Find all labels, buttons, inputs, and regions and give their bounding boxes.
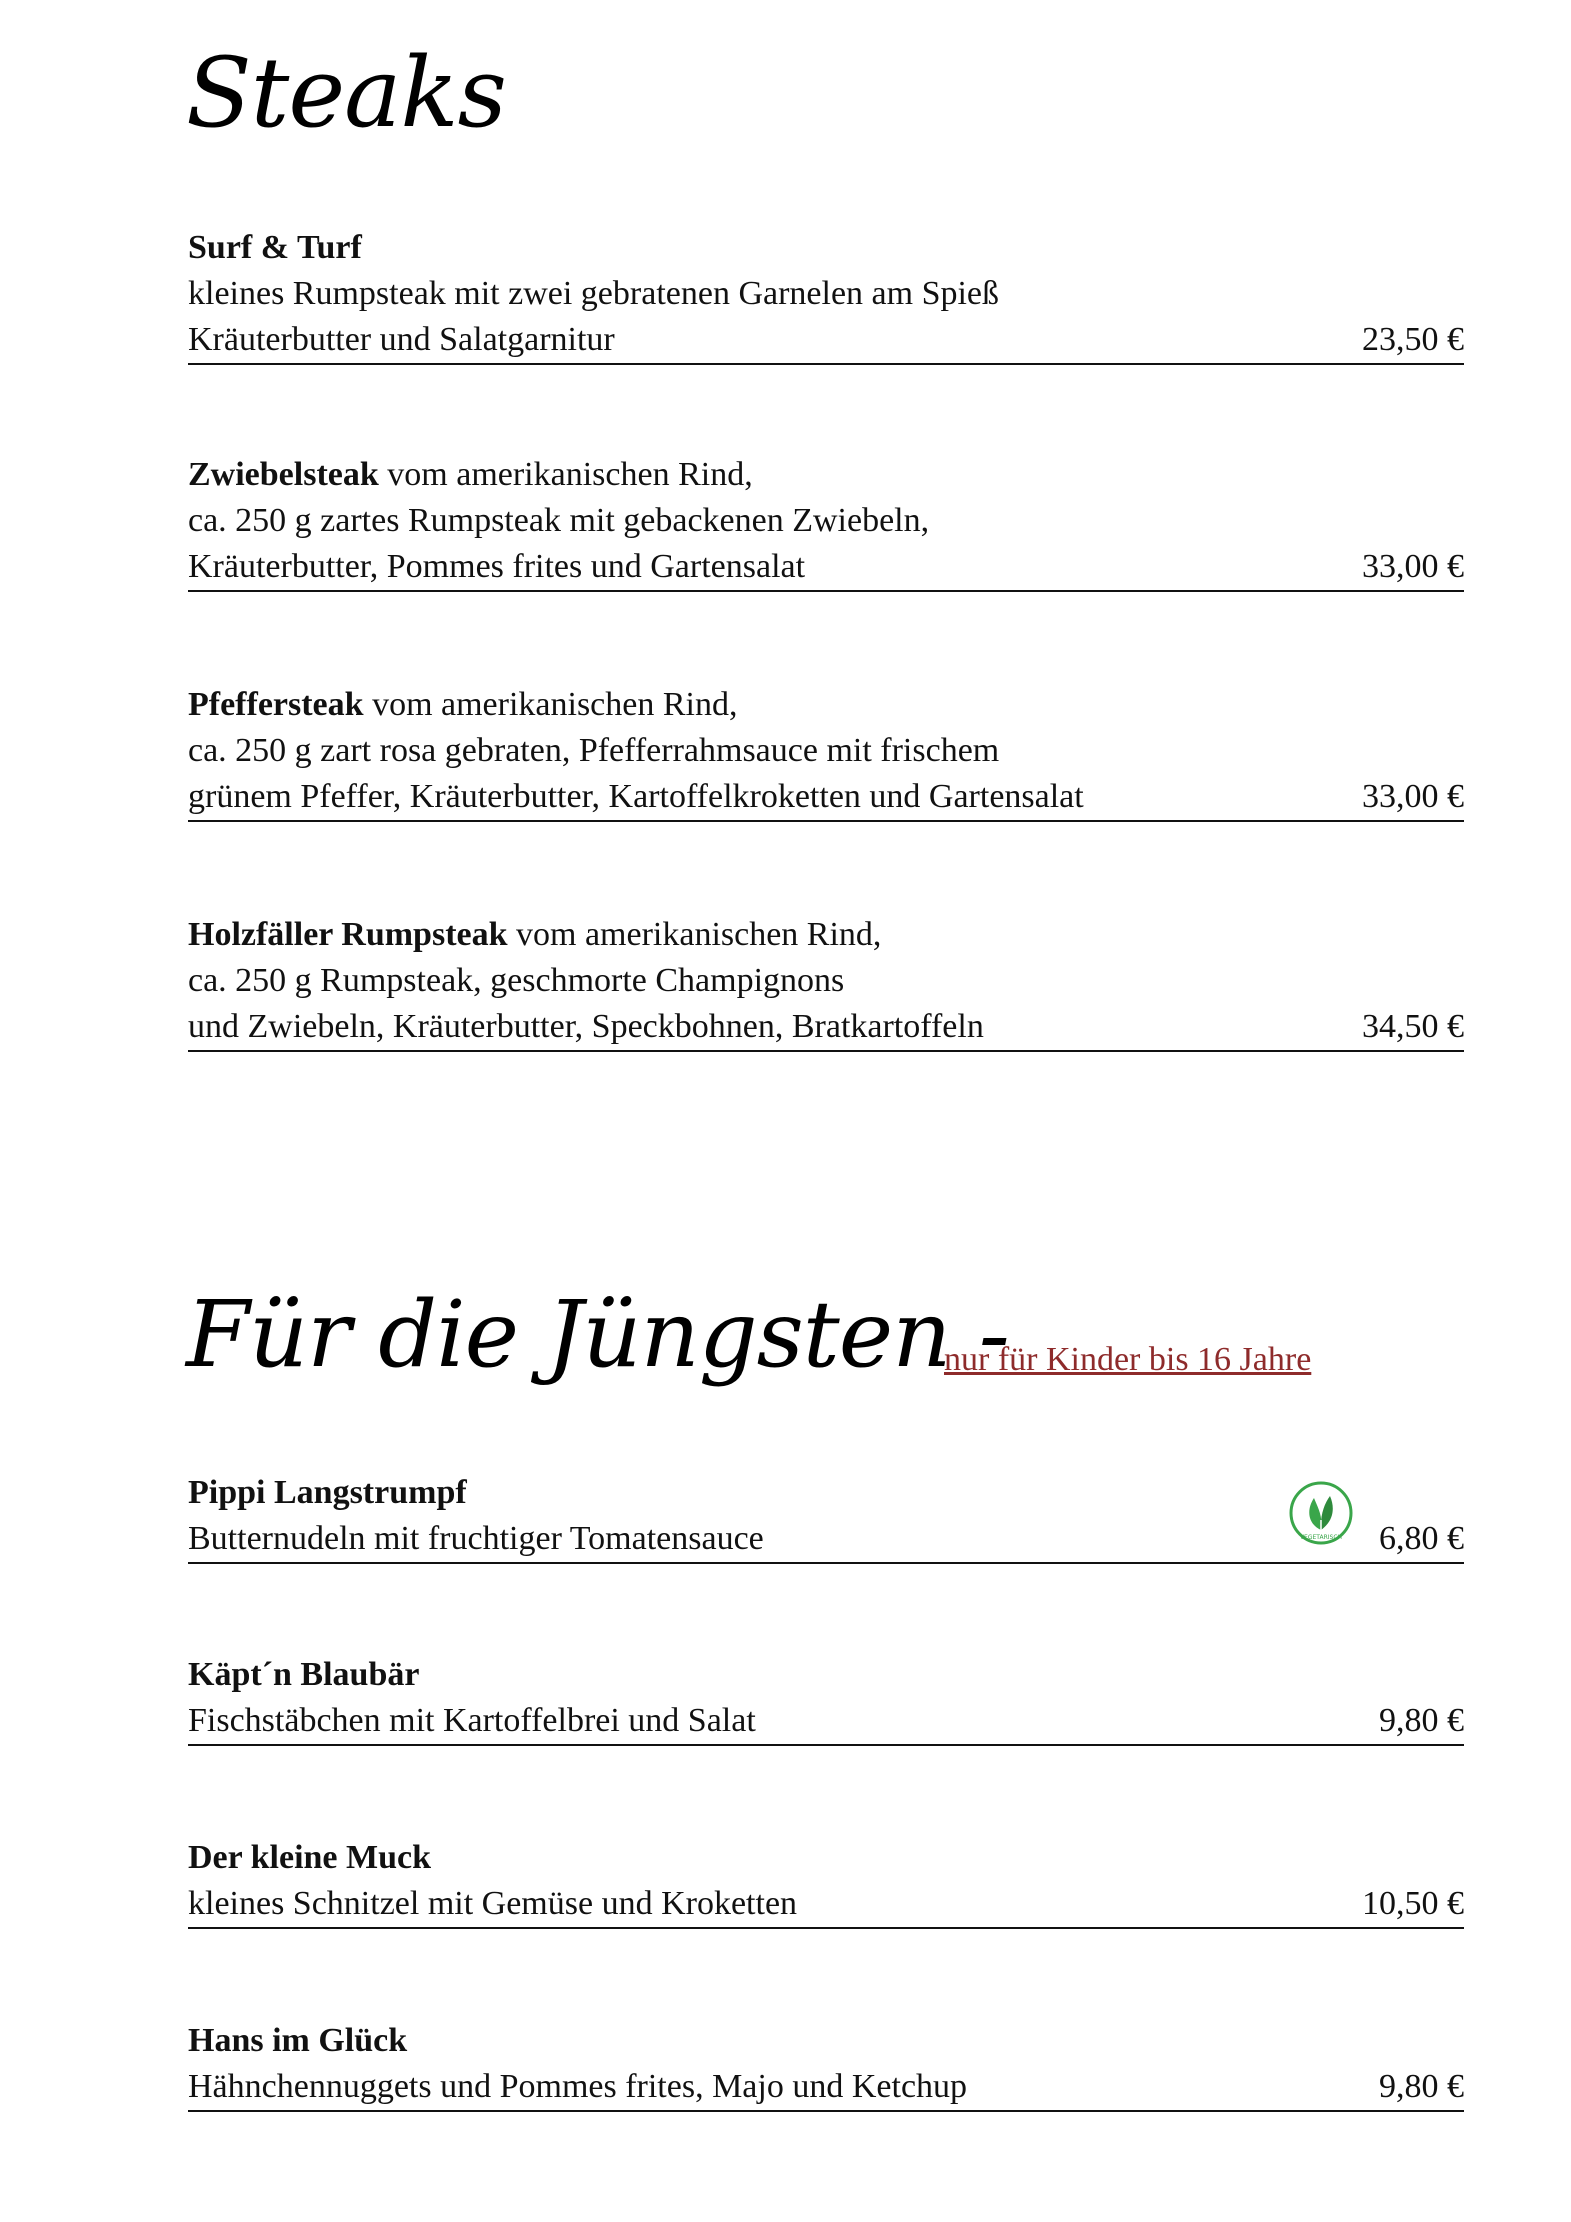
item-last-line (188, 774, 1464, 822)
item-last-line (188, 2064, 1464, 2112)
item-name: Surf & Turf (188, 229, 362, 266)
menu-item-zwiebelsteak (188, 452, 1464, 592)
vegetarian-badge-icon (1288, 1480, 1354, 1546)
item-description-end: Kräuterbutter, Pommes frites und Gartensalat (188, 548, 806, 585)
item-last-line (188, 1698, 1464, 1746)
item-price: 23,50 € (1362, 321, 1464, 358)
menu-item-surf-turf (188, 225, 1464, 365)
item-description-end: grünem Pfeffer, Kräuterbutter, Kartoffelkroketten und Gartensalat (188, 778, 1084, 815)
item-name: Käpt´n Blaubär (188, 1656, 420, 1693)
section-title-steaks: Steaks (186, 37, 506, 149)
section-title-kids: Für die Jüngsten - (186, 1281, 1009, 1388)
item-description: kleines Rumpsteak mit zwei gebratenen Garnelen am Spieß (188, 275, 1000, 312)
item-last-line (188, 317, 1464, 365)
menu-item-pfeffersteak (188, 682, 1464, 822)
item-name: Der kleine Muck (188, 1839, 432, 1876)
item-name-suffix: vom amerikanischen Rind, (507, 916, 882, 953)
item-description: ca. 250 g Rumpsteak, geschmorte Champignons (188, 962, 845, 999)
kids-age-note: nur für Kinder bis 16 Jahre (944, 1341, 1312, 1378)
item-name-suffix: vom amerikanischen Rind, (363, 686, 738, 723)
item-description: ca. 250 g zart rosa gebraten, Pfefferrahmsauce mit frischem (188, 732, 1000, 769)
item-description-end: kleines Schnitzel mit Gemüse und Kroketten (188, 1885, 798, 1922)
item-name: Pippi Langstrumpf (188, 1474, 467, 1511)
menu-item-pippi-langstrumpf (188, 1470, 1464, 1564)
item-name: Pfeffersteak (188, 686, 364, 723)
item-price: 9,80 € (1379, 1702, 1464, 1739)
item-name: Hans im Glück (188, 2022, 408, 2059)
item-price: 33,00 € (1362, 548, 1464, 585)
menu-item-holzfaeller-rumpsteak (188, 912, 1464, 1052)
item-description-end: und Zwiebeln, Kräuterbutter, Speckbohnen, Bratkartoffeln (188, 1008, 984, 1045)
item-name: Holzfäller Rumpsteak (188, 916, 508, 953)
item-description: ca. 250 g zartes Rumpsteak mit gebackenen Zwiebeln, (188, 502, 930, 539)
item-price: 10,50 € (1362, 1885, 1464, 1922)
item-name-suffix: vom amerikanischen Rind, (378, 456, 753, 493)
menu-item-hans-im-glueck (188, 2018, 1464, 2112)
item-name: Zwiebelsteak (188, 456, 379, 493)
item-price: 6,80 € (1379, 1520, 1464, 1557)
item-description-end: Kräuterbutter und Salatgarnitur (188, 321, 615, 358)
item-description-end: Hähnchennuggets und Pommes frites, Majo und Ketchup (188, 2068, 968, 2105)
item-price: 33,00 € (1362, 778, 1464, 815)
item-description-end: Fischstäbchen mit Kartoffelbrei und Salat (188, 1702, 756, 1739)
item-description-end: Butternudeln mit fruchtiger Tomatensauce (188, 1520, 764, 1557)
item-price: 34,50 € (1362, 1008, 1464, 1045)
item-last-line (188, 1516, 1464, 1564)
vegetarian-badge-label: VEGETARISCH (1299, 1534, 1343, 1541)
item-last-line (188, 1881, 1464, 1929)
item-last-line (188, 544, 1464, 592)
item-last-line (188, 1004, 1464, 1052)
menu-item-der-kleine-muck (188, 1835, 1464, 1929)
item-price: 9,80 € (1379, 2068, 1464, 2105)
menu-item-kaeptn-blaubaer (188, 1652, 1464, 1746)
